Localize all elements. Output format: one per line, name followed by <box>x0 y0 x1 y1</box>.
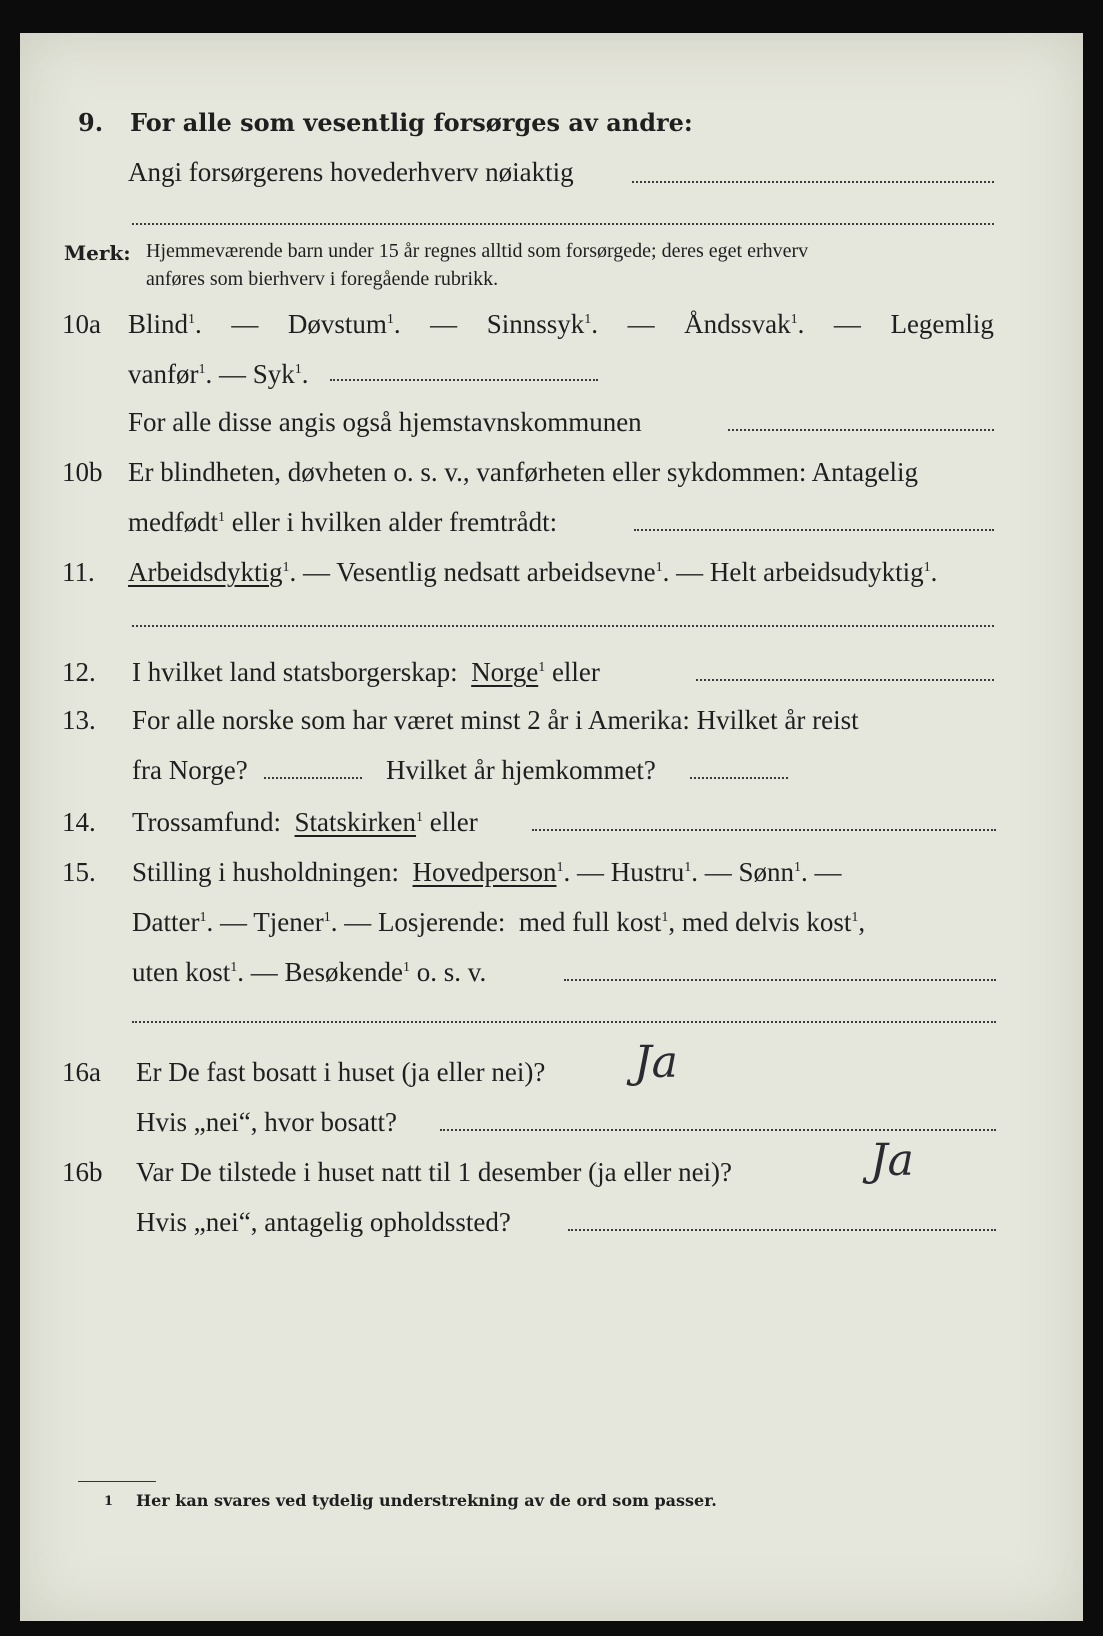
q9-answer-line-2[interactable] <box>132 223 994 225</box>
q13-number: 13. <box>62 705 96 735</box>
q16b-number: 16b <box>62 1157 103 1187</box>
q13-hjemkommet: Hvilket år hjemkommet? <box>386 755 656 785</box>
option-syk[interactable]: Syk <box>252 359 295 389</box>
q12-line: I hvilket land statsborgerskap: Norge$^1$ eller <box>132 657 600 687</box>
q10a-hjemstavn-line[interactable] <box>728 429 994 431</box>
option-blind[interactable]: Blind <box>128 309 189 339</box>
q13-fra-line[interactable] <box>264 777 362 779</box>
q15-answer-line-2[interactable] <box>132 1021 996 1023</box>
option-sonn[interactable]: . — Sønn <box>691 857 795 887</box>
merk-line-1: Hjemmeværende barn under 15 år regnes alltid som forsørgede; deres eget erhverv <box>146 240 809 262</box>
q15-line-1: Stilling i husholdningen: Hovedperson$^1$. — Hustru$^1$. — Sønn$^1$. — <box>132 857 842 887</box>
footnote-text: Her kan svares ved tydelig understrekning av de ord som passer. <box>136 1491 717 1510</box>
q16a-line-2: Hvis „nei“, hvor bosatt? <box>136 1107 397 1137</box>
q15-answer-line[interactable] <box>564 979 996 981</box>
option-vanfor[interactable]: vanfør <box>128 359 199 389</box>
q9-number: 9. <box>78 108 104 137</box>
q16a-number: 16a <box>62 1057 101 1087</box>
q10a-line-3: For alle disse angis også hjemstavnskommunen <box>128 407 642 437</box>
merk-line-2: anføres som bierhverv i foregående rubrikk. <box>146 268 499 290</box>
q10a-line-2: vanfør$^1$. — Syk$^1$. <box>128 359 309 389</box>
q9-line: Angi forsørgerens hovederhverv nøiaktig <box>128 157 574 187</box>
option-andssvak[interactable]: Åndssvak <box>684 309 791 339</box>
option-delvis-kost[interactable]: , med delvis kost <box>668 907 852 937</box>
option-statskirken-underlined[interactable]: Statskirken <box>294 807 417 837</box>
footnote-mark: 1 <box>104 1494 114 1509</box>
option-tjener[interactable]: . — Tjener <box>206 907 324 937</box>
q10a-line-1: Blind$^1$. — Døvstum$^1$. — Sinnssyk$^1$. — Åndssvak$^1$. — Legemlig <box>128 309 994 339</box>
q14-line: Trossamfund: Statskirken$^1$ eller <box>132 807 478 837</box>
q16a-handwritten-answer[interactable]: Ja <box>634 1037 678 1088</box>
q16b-handwritten-answer[interactable]: Ja <box>870 1135 914 1186</box>
q9-answer-line[interactable] <box>632 181 994 183</box>
option-dovstum[interactable]: Døvstum <box>287 309 387 339</box>
q12-number: 12. <box>62 657 96 687</box>
option-full-kost[interactable]: med full kost <box>518 907 662 937</box>
q16a-line-1: Er De fast bosatt i huset (ja eller nei)? <box>136 1057 546 1087</box>
q16b-answer-line[interactable] <box>568 1229 996 1231</box>
q13-fra-norge: fra Norge? <box>132 755 248 785</box>
q14-number: 14. <box>62 807 96 837</box>
option-hustru[interactable]: . — Hustru <box>563 857 685 887</box>
q11-line: Arbeidsdyktig$^1$. — Vesentlig nedsatt arbeidsevne$^1$. — Helt arbeidsudyktig$^1$. <box>128 557 938 587</box>
merk-label: Merk: <box>64 241 131 265</box>
q10b-line-1: Er blindheten, døvheten o. s. v., vanførheten eller sykdommen: Antagelig <box>128 457 919 487</box>
footnote-rule <box>78 1481 156 1482</box>
q11-answer-line[interactable] <box>132 625 994 627</box>
q11-number: 11. <box>62 557 95 587</box>
option-arbeidsdyktig-underlined[interactable]: Arbeidsdyktig <box>128 557 283 587</box>
q10a-number: 10a <box>62 309 101 339</box>
q16b-line-1: Var De tilstede i huset natt til 1 desember (ja eller nei)? <box>136 1157 733 1187</box>
q9-title: For alle som vesentlig forsørges av andre: <box>130 108 693 137</box>
option-norge-underlined[interactable]: Norge <box>471 657 539 687</box>
q14-answer-line[interactable] <box>532 829 996 831</box>
q15-line-2: Datter$^1$. — Tjener$^1$. — Losjerende: med full kost$^1$, med delvis kost$^1$, <box>132 907 866 937</box>
q13-line-1: For alle norske som har været minst 2 år i Amerika: Hvilket år reist <box>132 705 859 735</box>
option-medfodt[interactable]: medfødt <box>128 507 218 537</box>
q10b-number: 10b <box>62 457 103 487</box>
q16a-answer-line[interactable] <box>440 1129 996 1131</box>
q13-hjem-line[interactable] <box>690 777 788 779</box>
option-legemlig[interactable]: Legemlig <box>890 309 994 339</box>
option-besokende[interactable]: . — Besøkende <box>237 957 403 987</box>
option-hovedperson-underlined[interactable]: Hovedperson <box>412 857 557 887</box>
q10a-answer-line[interactable] <box>330 379 598 381</box>
option-datter[interactable]: Datter <box>132 907 200 937</box>
q10b-answer-line[interactable] <box>634 529 994 531</box>
q12-answer-line[interactable] <box>696 679 994 681</box>
q15-line-3: uten kost$^1$. — Besøkende$^1$ o. s. v. <box>132 957 487 987</box>
q16b-line-2: Hvis „nei“, antagelig opholdssted? <box>136 1207 511 1237</box>
option-sinnssyk[interactable]: Sinnssyk <box>486 309 585 339</box>
q10b-line-2: medfødt$^1$ eller i hvilken alder fremtrådt: <box>128 507 558 537</box>
q15-number: 15. <box>62 857 96 887</box>
option-uten-kost[interactable]: uten kost <box>132 957 231 987</box>
form-page <box>20 33 1083 1621</box>
